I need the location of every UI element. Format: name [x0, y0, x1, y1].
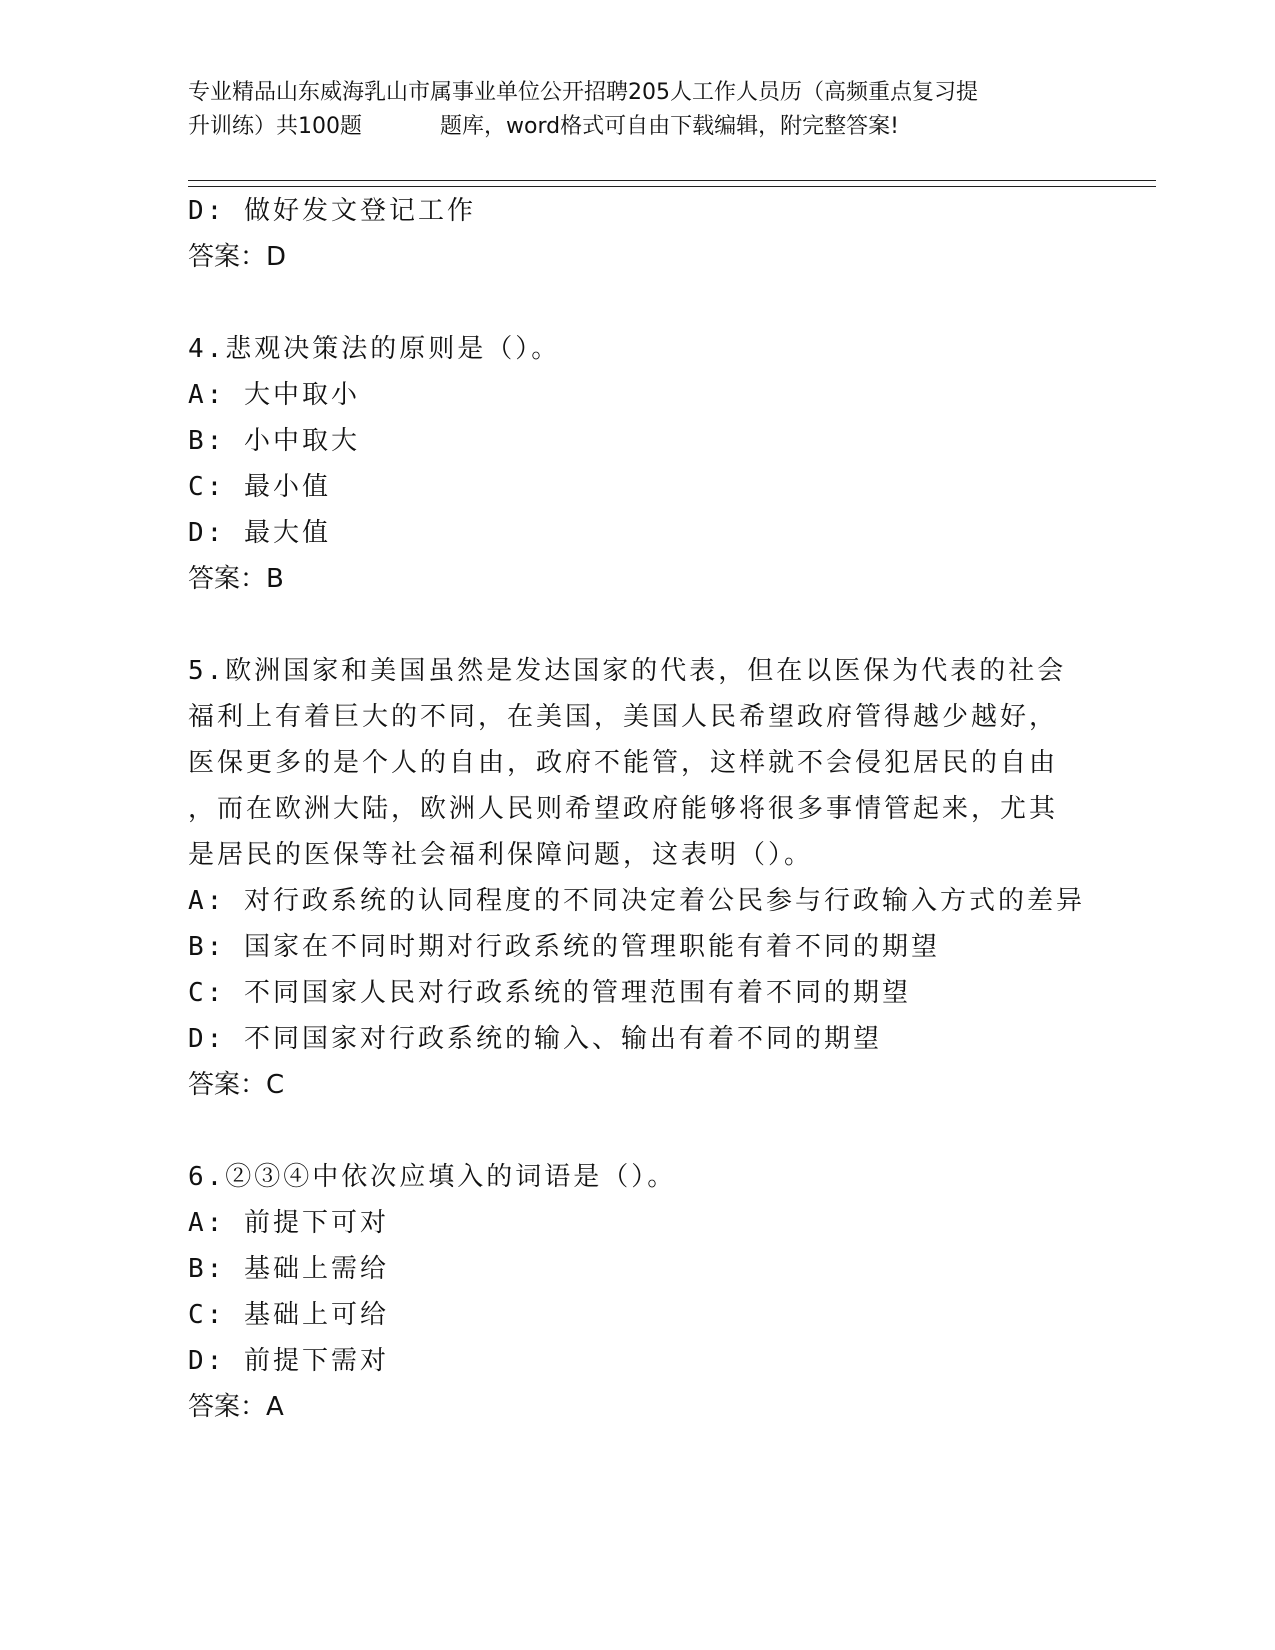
question-6	[188, 1154, 1088, 1430]
header-title-line-1: 专业精品山东威海乳山市属事业单位公开招聘205人工作人员历（高频重点复习提	[188, 80, 978, 105]
option-c: C: 最小值	[188, 472, 331, 502]
question-list	[188, 188, 1088, 1430]
option-d: D: 做好发文登记工作	[188, 196, 476, 226]
option-a: A: 对行政系统的认同程度的不同决定着公民参与行政输入方式的差异	[188, 886, 1085, 916]
option-d: D: 前提下需对	[188, 1346, 389, 1376]
answer-line: 答案：C	[188, 1070, 285, 1100]
option-c: C: 基础上可给	[188, 1300, 389, 1330]
question-5	[188, 648, 1088, 1108]
question-stem-line-1: 5.欧洲国家和美国虽然是发达国家的代表，但在以医保为代表的社会	[188, 656, 1067, 686]
option-c: C: 不同国家人民对行政系统的管理范围有着不同的期望	[188, 978, 911, 1008]
option-a: A: 前提下可对	[188, 1208, 389, 1238]
option-b: B: 国家在不同时期对行政系统的管理职能有着不同的期望	[188, 932, 940, 962]
answer-line: 答案：A	[188, 1392, 284, 1422]
option-a: A: 大中取小	[188, 380, 360, 410]
question-stem-line-3: 医保更多的是个人的自由，政府不能管，这样就不会侵犯居民的自由	[188, 748, 1059, 778]
header-divider-bottom	[188, 186, 1156, 187]
answer-line: 答案：D	[188, 242, 287, 272]
question-stem-line-2: 福利上有着巨大的不同，在美国，美国人民希望政府管得越少越好，	[188, 702, 1059, 732]
question-4	[188, 326, 1088, 602]
header-title-line-2-part-b: 题库，word格式可自由下载编辑，附完整答案!	[440, 114, 899, 139]
option-b: B: 基础上需给	[188, 1254, 389, 1284]
question-stem: 4.悲观决策法的原则是（）。	[188, 334, 561, 364]
option-d: D: 不同国家对行政系统的输入、输出有着不同的期望	[188, 1024, 882, 1054]
header-title-line-2	[188, 110, 1088, 144]
spacer	[188, 280, 1088, 326]
question-stem-line-5: 是居民的医保等社会福利保障问题，这表明（）。	[188, 840, 814, 870]
header-title-line-2-part-a: 升训练）共100题	[188, 114, 362, 139]
question-3-continued	[188, 188, 1088, 280]
header-divider-top	[188, 180, 1156, 181]
answer-line: 答案：B	[188, 564, 284, 594]
spacer	[188, 602, 1088, 648]
page-header	[188, 76, 1088, 144]
question-stem-line-4: ，而在欧洲大陆，欧洲人民则希望政府能够将很多事情管起来，尤其	[188, 794, 1059, 824]
option-d: D: 最大值	[188, 518, 331, 548]
option-b: B: 小中取大	[188, 426, 360, 456]
question-stem: 6.②③④中依次应填入的词语是（）。	[188, 1162, 677, 1192]
spacer	[188, 1108, 1088, 1154]
